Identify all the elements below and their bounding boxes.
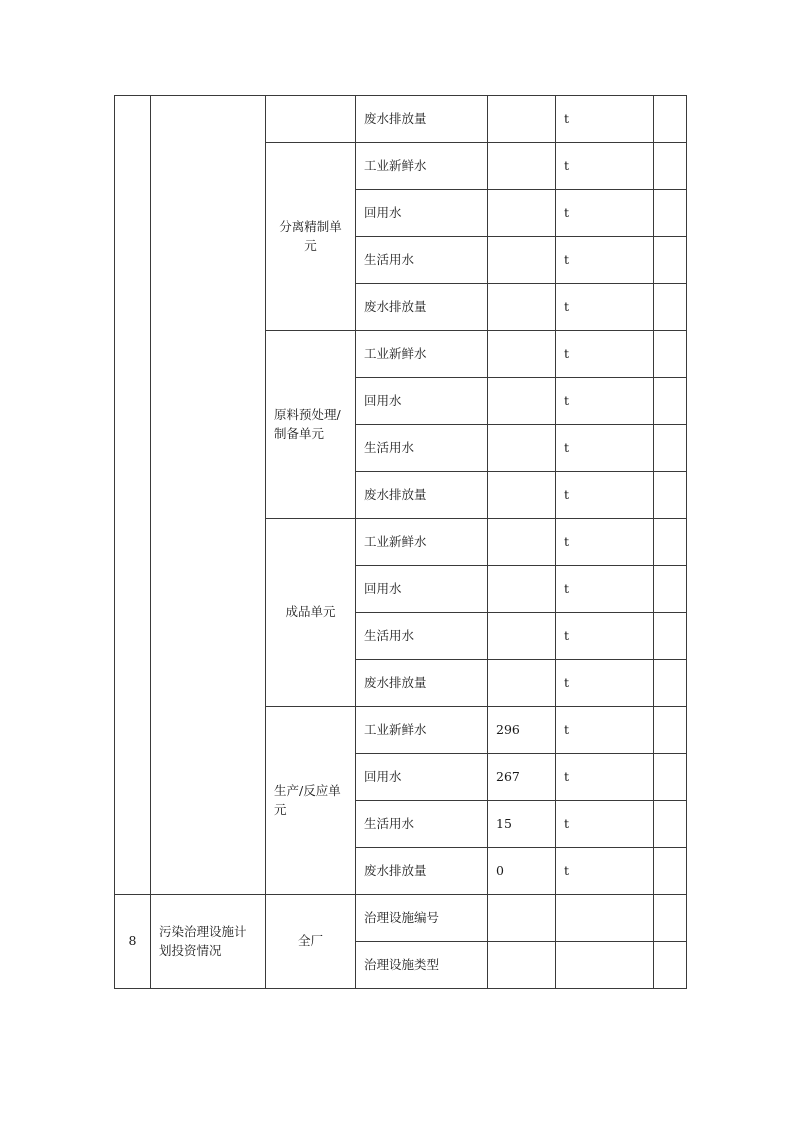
cell-unit: t — [556, 190, 654, 237]
cell-category-blank — [151, 96, 266, 895]
cell-unit: t — [556, 472, 654, 519]
cell-value: 267 — [488, 754, 556, 801]
cell-extra — [654, 613, 687, 660]
cell-value — [488, 378, 556, 425]
cell-extra — [654, 848, 687, 895]
cell-item: 回用水 — [356, 190, 488, 237]
cell-extra — [654, 660, 687, 707]
cell-extra — [654, 754, 687, 801]
cell-extra — [654, 96, 687, 143]
cell-extra — [654, 895, 687, 942]
cell-item: 治理设施编号 — [356, 895, 488, 942]
cell-extra — [654, 284, 687, 331]
cell-extra — [654, 331, 687, 378]
cell-extra — [654, 425, 687, 472]
cell-item: 工业新鲜水 — [356, 707, 488, 754]
cell-extra — [654, 942, 687, 989]
cell-item: 废水排放量 — [356, 848, 488, 895]
cell-unit: t — [556, 613, 654, 660]
cell-value — [488, 143, 556, 190]
cell-item: 工业新鲜水 — [356, 519, 488, 566]
cell-extra — [654, 143, 687, 190]
cell-item: 废水排放量 — [356, 284, 488, 331]
cell-item: 治理设施类型 — [356, 942, 488, 989]
cell-item: 生活用水 — [356, 237, 488, 284]
cell-item: 工业新鲜水 — [356, 331, 488, 378]
cell-extra — [654, 237, 687, 284]
table-body — [115, 96, 687, 989]
cell-extra — [654, 707, 687, 754]
cell-item: 生活用水 — [356, 801, 488, 848]
cell-extra — [654, 519, 687, 566]
cell-unit: t — [556, 284, 654, 331]
cell-item: 废水排放量 — [356, 660, 488, 707]
cell-unit: t — [556, 425, 654, 472]
cell-unit — [556, 895, 654, 942]
cell-unit: t — [556, 378, 654, 425]
cell-unit: t — [556, 96, 654, 143]
cell-serial-number-8: 8 — [115, 895, 151, 989]
cell-extra — [654, 190, 687, 237]
cell-extra — [654, 378, 687, 425]
water-usage-and-pollution-control-table — [114, 95, 687, 989]
cell-unit — [556, 942, 654, 989]
cell-unit: t — [556, 143, 654, 190]
cell-serial-number-blank — [115, 96, 151, 895]
cell-item: 废水排放量 — [356, 472, 488, 519]
cell-item: 生活用水 — [356, 425, 488, 472]
cell-unit: t — [556, 801, 654, 848]
cell-value — [488, 331, 556, 378]
cell-extra — [654, 472, 687, 519]
cell-value — [488, 566, 556, 613]
cell-value — [488, 237, 556, 284]
cell-unit: t — [556, 754, 654, 801]
cell-value: 15 — [488, 801, 556, 848]
cell-stage-blank — [266, 96, 356, 143]
cell-value — [488, 190, 556, 237]
cell-item: 工业新鲜水 — [356, 143, 488, 190]
cell-value — [488, 284, 556, 331]
cell-unit: t — [556, 707, 654, 754]
cell-value: 296 — [488, 707, 556, 754]
cell-stage-production-reaction: 生产/反应单元 — [266, 707, 356, 895]
cell-value — [488, 96, 556, 143]
table-sheet — [114, 95, 686, 989]
cell-value — [488, 472, 556, 519]
table-row — [115, 895, 687, 942]
cell-extra — [654, 566, 687, 613]
cell-category-pollution-control-investment: 污染治理设施计划投资情况 — [151, 895, 266, 989]
cell-extra — [654, 801, 687, 848]
cell-unit: t — [556, 566, 654, 613]
cell-stage-separation-refining: 分离精制单元 — [266, 143, 356, 331]
cell-value — [488, 895, 556, 942]
cell-item: 回用水 — [356, 566, 488, 613]
cell-unit: t — [556, 660, 654, 707]
cell-unit: t — [556, 331, 654, 378]
cell-item: 回用水 — [356, 754, 488, 801]
cell-item: 回用水 — [356, 378, 488, 425]
cell-value — [488, 425, 556, 472]
cell-unit: t — [556, 519, 654, 566]
cell-stage-finished-product: 成品单元 — [266, 519, 356, 707]
cell-stage-raw-material-pretreatment: 原料预处理/制备单元 — [266, 331, 356, 519]
cell-value — [488, 519, 556, 566]
cell-stage-whole-plant: 全厂 — [266, 895, 356, 989]
cell-value — [488, 660, 556, 707]
cell-item: 生活用水 — [356, 613, 488, 660]
cell-value — [488, 942, 556, 989]
cell-unit: t — [556, 848, 654, 895]
cell-item: 废水排放量 — [356, 96, 488, 143]
cell-value — [488, 613, 556, 660]
cell-value: 0 — [488, 848, 556, 895]
cell-unit: t — [556, 237, 654, 284]
table-row — [115, 96, 687, 143]
